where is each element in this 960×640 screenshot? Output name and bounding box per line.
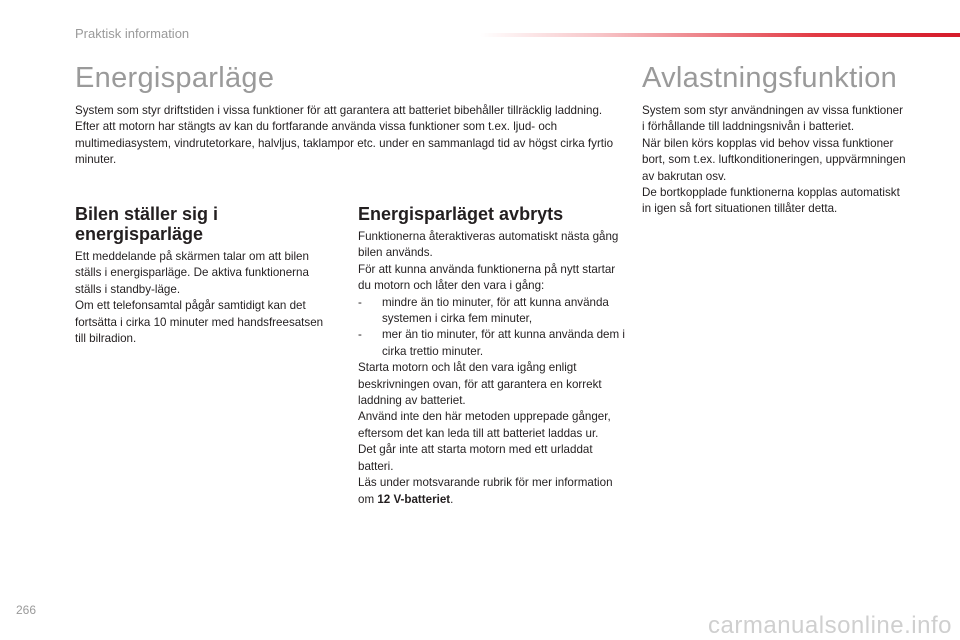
right-paragraph-1: System som styr användningen av vissa funktioner i förhållande till laddningsnivån i batteriet.: [642, 104, 903, 134]
sub2-paragraph-6: [358, 475, 626, 508]
bullet-dash: -: [358, 295, 362, 309]
page-title-energisparlage: Energisparläge: [75, 62, 275, 94]
reference-text: Läs under motsvarande rubrik för mer information om: [358, 476, 613, 506]
section-header: Praktisk information: [75, 26, 190, 41]
sub2-bullet-list: [358, 295, 626, 361]
subheading-energisparlage-off: Energisparläget avbryts: [358, 204, 564, 224]
sub2-paragraph-1: Funktionerna återaktiveras automatiskt nästa gång bilen används.: [358, 230, 619, 260]
sub2-paragraph-5: Det går inte att starta motorn med ett urladdat batteri.: [358, 443, 593, 473]
page-number: 266: [16, 603, 37, 617]
sub1-paragraph-1: Ett meddelande på skärmen talar om att bilen ställs i energisparläge. De aktiva funktionerna ställs i standby-läge.: [75, 250, 309, 296]
right-column-text: [642, 103, 907, 218]
page-title-avlastningsfunktion: Avlastningsfunktion: [642, 62, 898, 94]
watermark: carmanualsonline.info: [708, 612, 952, 639]
header-accent-rule: [480, 33, 960, 37]
right-paragraph-3: De bortkopplade funktionerna kopplas automatiskt in igen så fort situationen tillåter detta.: [642, 186, 900, 216]
intro-paragraph-1: System som styr driftstiden i vissa funktioner för att garantera att batteriet bibehåller tillräcklig laddning.: [75, 104, 603, 117]
sub2-text: [358, 229, 626, 508]
bullet-dash: -: [358, 328, 362, 342]
list-item-text: mindre än tio minuter, för att kunna använda systemen i cirka fem minuter,: [382, 295, 609, 326]
list-item: [358, 327, 626, 360]
sub1-text: [75, 249, 330, 347]
list-item-text: mer än tio minuter, för att kunna använda dem i cirka trettio minuter.: [382, 328, 625, 358]
sub2-paragraph-2: För att kunna använda funktionerna på nytt startar du motorn och låter den vara i gång:: [358, 262, 616, 293]
subheading-line-1: Bilen ställer sig i: [75, 204, 219, 224]
intro-paragraph-2: Efter att motorn har stängts av kan du fortfarande använda vissa funktioner som t.ex. ljud- och multimediasystem, vindrutetorkare, halvljus, taklampor etc. under en sammanlagd tid av högst cirka fyrtio minuter.: [75, 120, 614, 167]
right-paragraph-2: När bilen körs kopplas vid behov vissa funktioner bort, som t.ex. luftkonditioneringen, uppvärmningen av bakrutan osv.: [642, 136, 906, 183]
sub1-paragraph-2: Om ett telefonsamtal pågår samtidigt kan det fortsätta i cirka 10 minuter med handsfreesatsen till bilradion.: [75, 299, 324, 346]
list-item: [358, 295, 626, 328]
subheading-energisparlage-on: [75, 204, 335, 244]
reference-battery: 12 V-batteriet: [377, 492, 451, 506]
intro-text: [75, 103, 630, 169]
sub2-paragraph-4: Använd inte den här metoden upprepade gånger, eftersom det kan leda till att batteriet laddas ur.: [358, 410, 611, 440]
reference-period: .: [450, 492, 454, 506]
sub2-paragraph-3: Starta motorn och låt den vara igång enligt beskrivningen ovan, för att garantera en korrekt laddning av batteriet.: [358, 361, 602, 408]
subheading-line-2: energisparläge: [75, 224, 204, 244]
